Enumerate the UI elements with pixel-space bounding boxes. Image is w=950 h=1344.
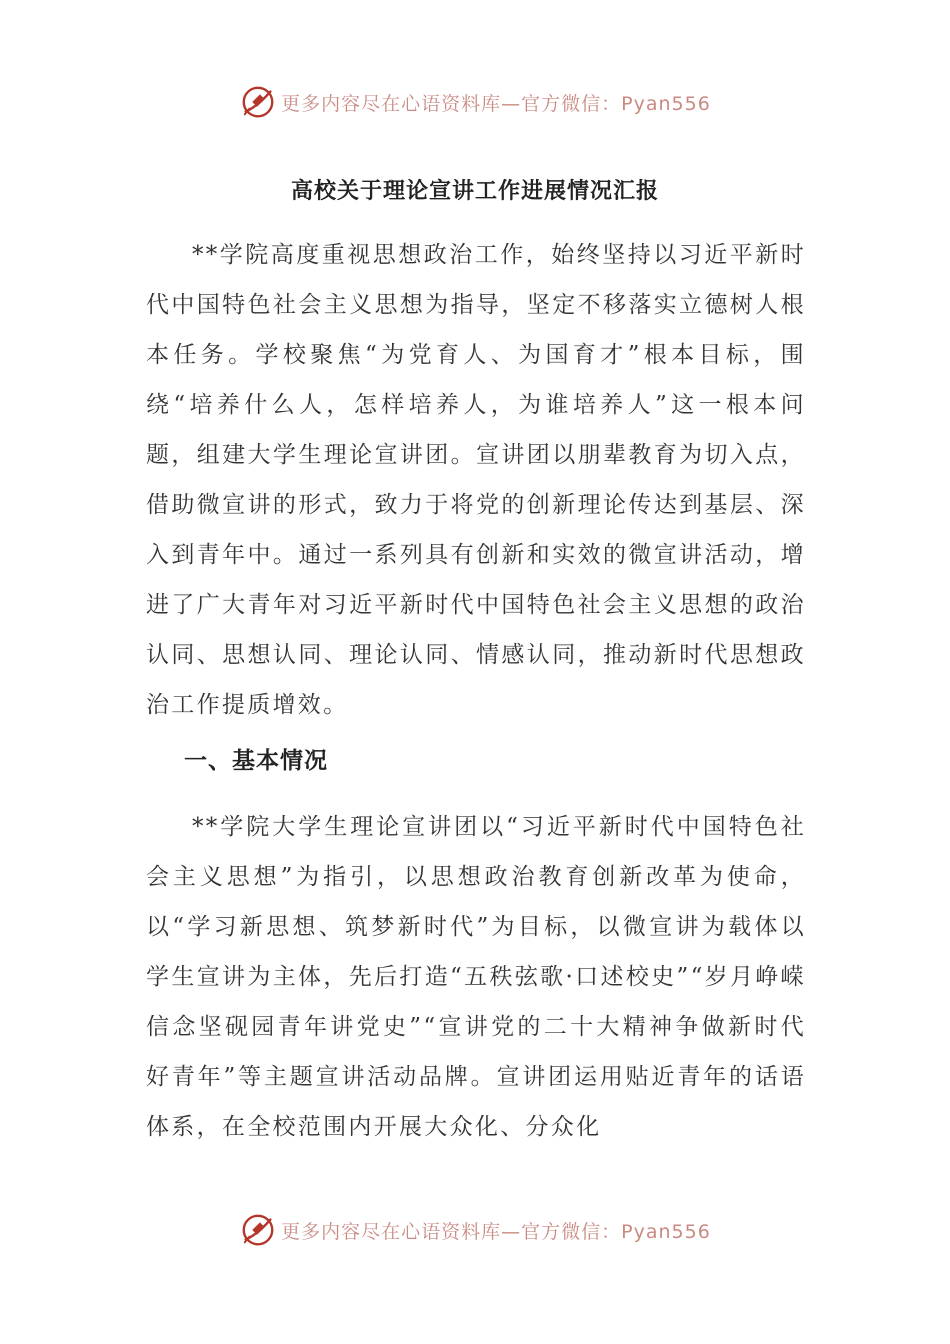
watermark-text: 更多内容尽在心语资料库—官方微信：Pyan556 [281,92,711,115]
pen-nib-icon [239,1211,277,1249]
watermark-text: 更多内容尽在心语资料库—官方微信：Pyan556 [281,1220,711,1243]
intro-paragraph: **学院高度重视思想政治工作，始终坚持以习近平新时代中国特色社会主义思想为指导，坚定不移落实立德树人根本任务。学校聚焦“为党育人、为国育才”根本目标，围绕“培养什么人，怎样培养人，为谁培养人”这一根本问题，组建大学生理论宣讲团。宣讲团以朋辈教育为切入点，借助微宣讲的形式，致力于将党的创新理论传达到基层、深入到青年中。通过一系列具有创新和实效的微宣讲活动，增进了广大青年对习近平新时代中国特色社会主义思想的政治认同、思想认同、理论认同、情感认同，推动新时代思想政治工作提质增效。 [146,242,806,718]
pen-nib-icon [239,83,277,121]
document-title: 高校关于理论宣讲工作进展情况汇报 [290,178,659,204]
footer-watermark [0,1208,950,1252]
header-watermark [0,80,950,124]
section-paragraph: **学院大学生理论宣讲团以“习近平新时代中国特色社会主义思想”为指引，以思想政治教育创新改革为使命，以“学习新思想、筑梦新时代”为目标，以微宣讲为载体以学生宣讲为主体，先后打造“五秩弦歌·口述校史”“岁月峥嵘信念坚砚园青年讲党史”“宣讲党的二十大精神争做新时代好青年”等主题宣讲活动品牌。宣讲团运用贴近青年的话语体系，在全校范围内开展大众化、分众化 [146,814,806,1140]
section-heading: 一、基本情况 [184,747,328,774]
